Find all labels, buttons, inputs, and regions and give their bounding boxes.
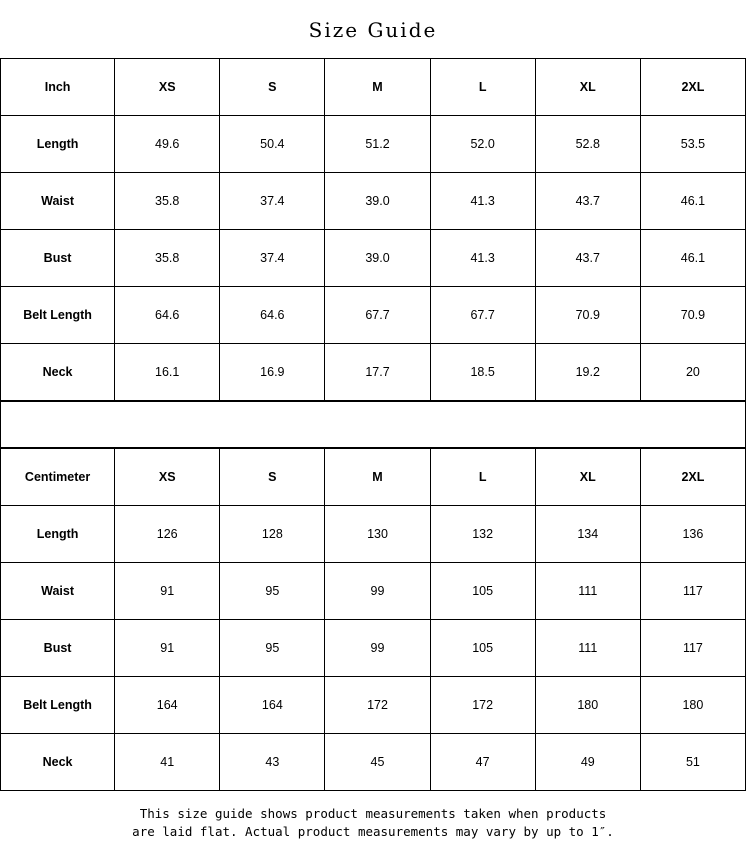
row-label-neck: Neck	[1, 344, 115, 401]
cell-neck-2xl: 20	[640, 344, 745, 401]
cell-waist-l: 105	[430, 562, 535, 619]
table-row	[1, 676, 746, 733]
size-header-m: M	[325, 448, 430, 505]
footnote-line-2: are laid flat. Actual product measurements may vary by up to 1″.	[132, 824, 614, 840]
cell-bust-2xl: 46.1	[640, 230, 745, 287]
cell-length-l: 52.0	[430, 116, 535, 173]
cell-belt-2xl: 70.9	[640, 287, 745, 344]
inch-size-table	[0, 58, 746, 401]
cell-belt-s: 164	[220, 676, 325, 733]
cell-length-m: 130	[325, 505, 430, 562]
cell-length-s: 128	[220, 505, 325, 562]
cell-length-s: 50.4	[220, 116, 325, 173]
centimeter-size-table	[0, 448, 746, 791]
size-header-xl: XL	[535, 448, 640, 505]
row-label-waist: Waist	[1, 562, 115, 619]
cell-belt-l: 172	[430, 676, 535, 733]
row-label-length: Length	[1, 116, 115, 173]
cell-waist-s: 37.4	[220, 173, 325, 230]
cell-belt-2xl: 180	[640, 676, 745, 733]
cell-length-xs: 126	[115, 505, 220, 562]
cell-belt-s: 64.6	[220, 287, 325, 344]
row-label-length: Length	[1, 505, 115, 562]
table-row	[1, 287, 746, 344]
page-title: Size Guide	[308, 18, 438, 42]
size-header-xs: XS	[115, 448, 220, 505]
cell-length-xl: 52.8	[535, 116, 640, 173]
cell-waist-2xl: 46.1	[640, 173, 745, 230]
cell-neck-xs: 41	[115, 733, 220, 790]
cell-bust-l: 41.3	[430, 230, 535, 287]
row-label-bust: Bust	[1, 230, 115, 287]
cell-belt-m: 172	[325, 676, 430, 733]
row-label-belt-length: Belt Length	[1, 287, 115, 344]
cell-bust-m: 99	[325, 619, 430, 676]
cell-length-xs: 49.6	[115, 116, 220, 173]
table-row	[1, 344, 746, 401]
size-header-m: M	[325, 59, 430, 116]
cell-bust-xl: 111	[535, 619, 640, 676]
cell-belt-xs: 164	[115, 676, 220, 733]
size-header-xs: XS	[115, 59, 220, 116]
cell-waist-s: 95	[220, 562, 325, 619]
table-row	[1, 619, 746, 676]
table-row	[1, 116, 746, 173]
cell-length-xl: 134	[535, 505, 640, 562]
cell-bust-xs: 91	[115, 619, 220, 676]
cell-bust-xs: 35.8	[115, 230, 220, 287]
cell-waist-l: 41.3	[430, 173, 535, 230]
cell-belt-xl: 70.9	[535, 287, 640, 344]
cell-length-2xl: 53.5	[640, 116, 745, 173]
cell-waist-xs: 91	[115, 562, 220, 619]
cell-bust-l: 105	[430, 619, 535, 676]
cell-waist-2xl: 117	[640, 562, 745, 619]
table-separator	[0, 401, 746, 448]
cell-belt-m: 67.7	[325, 287, 430, 344]
size-header-l: L	[430, 448, 535, 505]
cell-length-m: 51.2	[325, 116, 430, 173]
size-header-2xl: 2XL	[640, 448, 745, 505]
cell-neck-l: 47	[430, 733, 535, 790]
cell-neck-s: 16.9	[220, 344, 325, 401]
cell-length-l: 132	[430, 505, 535, 562]
table-row	[1, 562, 746, 619]
cell-bust-xl: 43.7	[535, 230, 640, 287]
size-header-s: S	[220, 59, 325, 116]
cell-bust-s: 95	[220, 619, 325, 676]
cell-neck-xl: 19.2	[535, 344, 640, 401]
size-header-xl: XL	[535, 59, 640, 116]
cell-waist-xl: 43.7	[535, 173, 640, 230]
table-header-row	[1, 448, 746, 505]
cell-neck-m: 17.7	[325, 344, 430, 401]
size-guide-footnote	[0, 791, 746, 842]
cell-belt-xs: 64.6	[115, 287, 220, 344]
cell-neck-2xl: 51	[640, 733, 745, 790]
cell-neck-m: 45	[325, 733, 430, 790]
row-label-waist: Waist	[1, 173, 115, 230]
cell-belt-xl: 180	[535, 676, 640, 733]
table-row	[1, 173, 746, 230]
row-label-bust: Bust	[1, 619, 115, 676]
unit-label-centimeter: Centimeter	[1, 448, 115, 505]
size-header-2xl: 2XL	[640, 59, 745, 116]
cell-waist-m: 39.0	[325, 173, 430, 230]
cell-bust-m: 39.0	[325, 230, 430, 287]
row-label-belt-length: Belt Length	[1, 676, 115, 733]
cell-length-2xl: 136	[640, 505, 745, 562]
cell-waist-m: 99	[325, 562, 430, 619]
cell-neck-xs: 16.1	[115, 344, 220, 401]
size-header-l: L	[430, 59, 535, 116]
cell-neck-l: 18.5	[430, 344, 535, 401]
size-header-s: S	[220, 448, 325, 505]
cell-neck-xl: 49	[535, 733, 640, 790]
cell-waist-xs: 35.8	[115, 173, 220, 230]
table-row	[1, 505, 746, 562]
unit-label-inch: Inch	[1, 59, 115, 116]
table-row	[1, 230, 746, 287]
cell-waist-xl: 111	[535, 562, 640, 619]
footnote-line-1: This size guide shows product measurements taken when products	[139, 805, 607, 821]
cell-neck-s: 43	[220, 733, 325, 790]
table-header-row	[1, 59, 746, 116]
row-label-neck: Neck	[1, 733, 115, 790]
cell-belt-l: 67.7	[430, 287, 535, 344]
cell-bust-2xl: 117	[640, 619, 745, 676]
cell-bust-s: 37.4	[220, 230, 325, 287]
table-row	[1, 733, 746, 790]
